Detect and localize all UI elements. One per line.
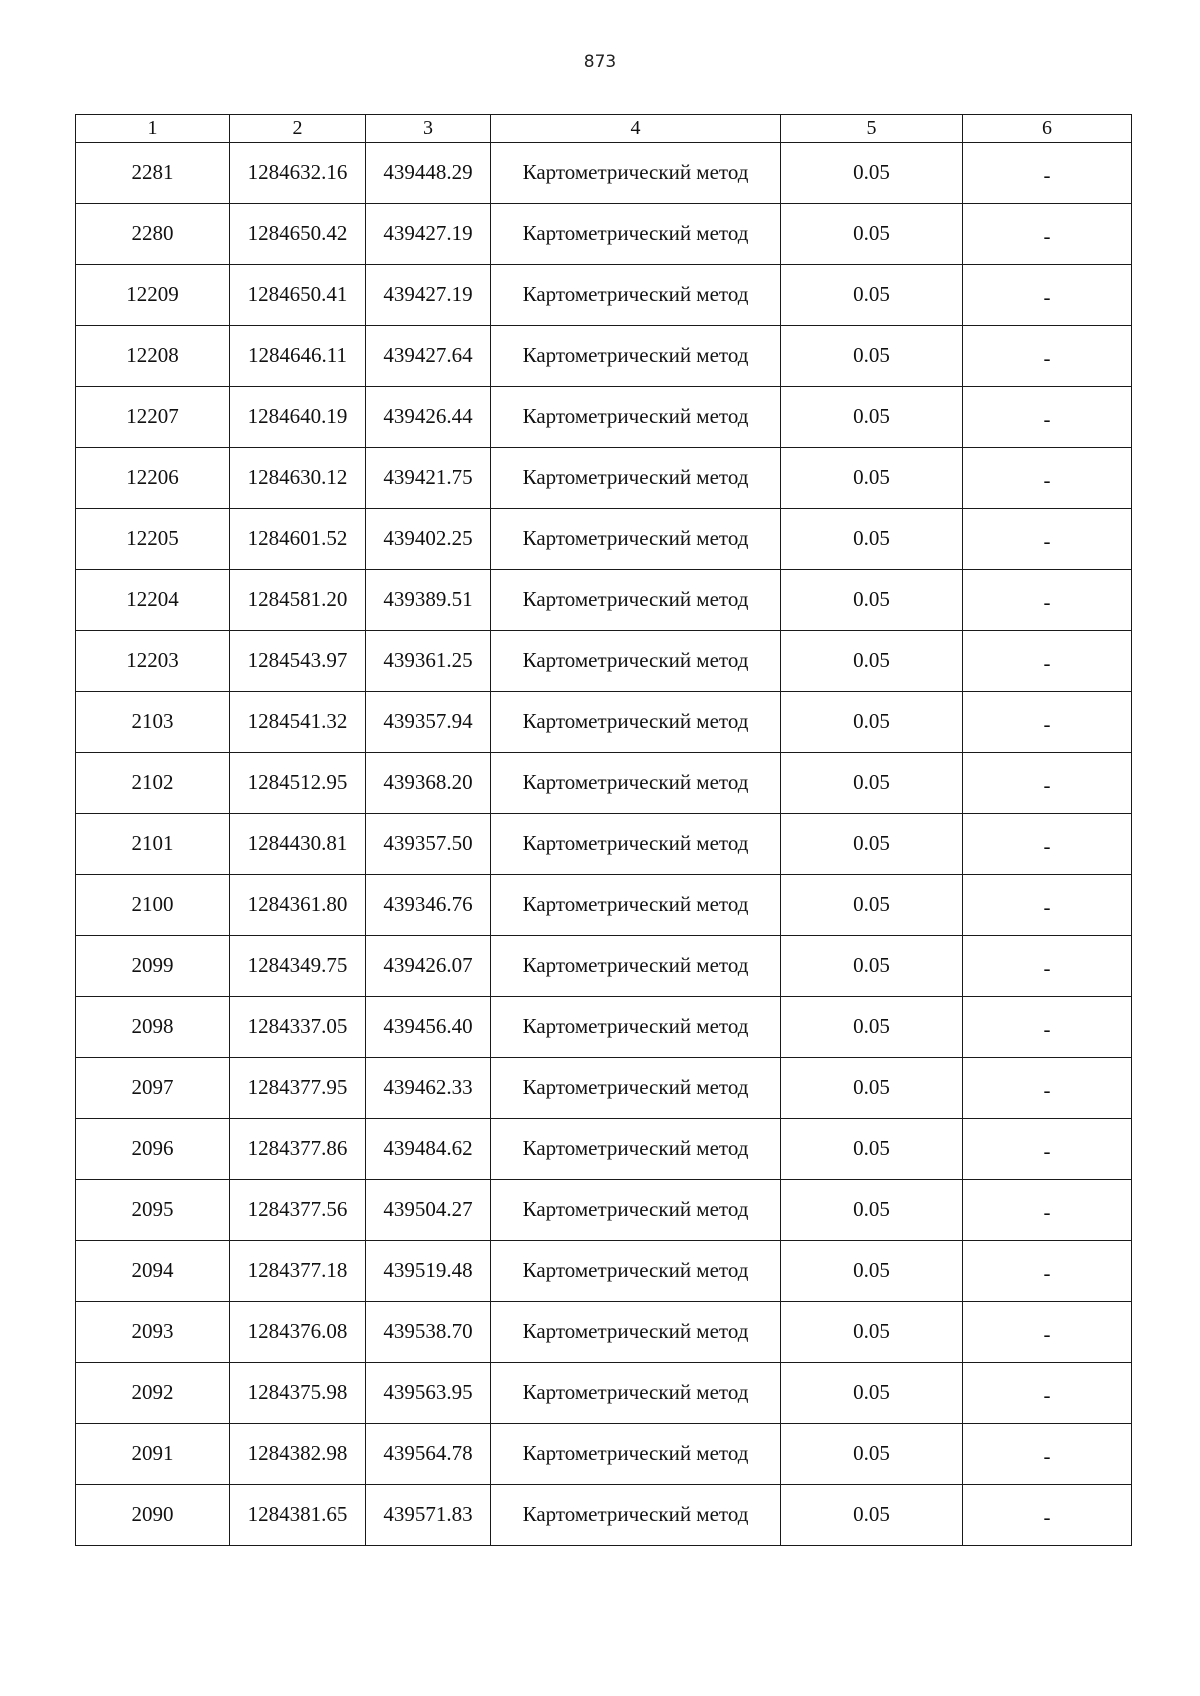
method-cell: Картометрический метод [491,1119,781,1180]
method-cell: Картометрический метод [491,387,781,448]
x-coordinate-cell: 1284601.52 [230,509,366,570]
point-number-cell: 2090 [76,1485,230,1546]
accuracy-cell: 0.05 [781,997,963,1058]
accuracy-cell: 0.05 [781,1485,963,1546]
y-coordinate-cell: 439504.27 [366,1180,491,1241]
point-number-cell: 12209 [76,265,230,326]
accuracy-cell: 0.05 [781,1241,963,1302]
x-coordinate-cell: 1284349.75 [230,936,366,997]
accuracy-cell: 0.05 [781,814,963,875]
description-cell: - [963,875,1132,936]
method-cell: Картометрический метод [491,509,781,570]
y-coordinate-cell: 439456.40 [366,997,491,1058]
column-header-1: 1 [76,115,230,143]
point-number-cell: 2102 [76,753,230,814]
method-cell: Картометрический метод [491,753,781,814]
y-coordinate-cell: 439357.94 [366,692,491,753]
table-row [76,1363,1132,1424]
point-number-cell: 2098 [76,997,230,1058]
method-cell: Картометрический метод [491,1058,781,1119]
y-coordinate-cell: 439427.64 [366,326,491,387]
x-coordinate-cell: 1284377.18 [230,1241,366,1302]
y-coordinate-cell: 439368.20 [366,753,491,814]
description-cell: - [963,326,1132,387]
point-number-cell: 2099 [76,936,230,997]
description-cell: - [963,692,1132,753]
y-coordinate-cell: 439346.76 [366,875,491,936]
table-row [76,143,1132,204]
point-number-cell: 2101 [76,814,230,875]
x-coordinate-cell: 1284376.08 [230,1302,366,1363]
x-coordinate-cell: 1284381.65 [230,1485,366,1546]
description-cell: - [963,143,1132,204]
description-cell: - [963,387,1132,448]
description-cell: - [963,814,1132,875]
method-cell: Картометрический метод [491,143,781,204]
method-cell: Картометрический метод [491,631,781,692]
x-coordinate-cell: 1284377.95 [230,1058,366,1119]
description-cell: - [963,265,1132,326]
point-number-cell: 12208 [76,326,230,387]
y-coordinate-cell: 439538.70 [366,1302,491,1363]
x-coordinate-cell: 1284382.98 [230,1424,366,1485]
table-row [76,936,1132,997]
table-row [76,387,1132,448]
method-cell: Картометрический метод [491,1363,781,1424]
table-row [76,1424,1132,1485]
accuracy-cell: 0.05 [781,753,963,814]
accuracy-cell: 0.05 [781,1119,963,1180]
y-coordinate-cell: 439427.19 [366,265,491,326]
method-cell: Картометрический метод [491,1180,781,1241]
method-cell: Картометрический метод [491,692,781,753]
description-cell: - [963,997,1132,1058]
column-header-2: 2 [230,115,366,143]
x-coordinate-cell: 1284377.56 [230,1180,366,1241]
x-coordinate-cell: 1284650.41 [230,265,366,326]
accuracy-cell: 0.05 [781,1302,963,1363]
point-number-cell: 2103 [76,692,230,753]
accuracy-cell: 0.05 [781,875,963,936]
description-cell: - [963,570,1132,631]
accuracy-cell: 0.05 [781,143,963,204]
page-number: 873 [583,52,617,72]
y-coordinate-cell: 439484.62 [366,1119,491,1180]
point-number-cell: 2091 [76,1424,230,1485]
header-row [76,115,1132,143]
accuracy-cell: 0.05 [781,1363,963,1424]
description-cell: - [963,753,1132,814]
table-row [76,1485,1132,1546]
point-number-cell: 2100 [76,875,230,936]
column-header-3: 3 [366,115,491,143]
accuracy-cell: 0.05 [781,387,963,448]
accuracy-cell: 0.05 [781,509,963,570]
y-coordinate-cell: 439519.48 [366,1241,491,1302]
point-number-cell: 2093 [76,1302,230,1363]
description-cell: - [963,1363,1132,1424]
description-cell: - [963,1241,1132,1302]
accuracy-cell: 0.05 [781,1424,963,1485]
x-coordinate-cell: 1284337.05 [230,997,366,1058]
table-row [76,1241,1132,1302]
method-cell: Картометрический метод [491,936,781,997]
x-coordinate-cell: 1284361.80 [230,875,366,936]
x-coordinate-cell: 1284581.20 [230,570,366,631]
method-cell: Картометрический метод [491,570,781,631]
description-cell: - [963,1485,1132,1546]
table-row [76,1302,1132,1363]
y-coordinate-cell: 439564.78 [366,1424,491,1485]
column-header-6: 6 [963,115,1132,143]
table-row [76,1058,1132,1119]
x-coordinate-cell: 1284541.32 [230,692,366,753]
x-coordinate-cell: 1284512.95 [230,753,366,814]
description-cell: - [963,204,1132,265]
point-number-cell: 2280 [76,204,230,265]
x-coordinate-cell: 1284646.11 [230,326,366,387]
method-cell: Картометрический метод [491,1241,781,1302]
point-number-cell: 12205 [76,509,230,570]
table-header [76,115,1132,143]
method-cell: Картометрический метод [491,448,781,509]
table-row [76,814,1132,875]
point-number-cell: 12207 [76,387,230,448]
coordinates-table-container [75,114,1131,1546]
description-cell: - [963,631,1132,692]
accuracy-cell: 0.05 [781,692,963,753]
point-number-cell: 12206 [76,448,230,509]
x-coordinate-cell: 1284640.19 [230,387,366,448]
x-coordinate-cell: 1284650.42 [230,204,366,265]
accuracy-cell: 0.05 [781,204,963,265]
y-coordinate-cell: 439426.44 [366,387,491,448]
y-coordinate-cell: 439427.19 [366,204,491,265]
column-header-4: 4 [491,115,781,143]
table-row [76,1119,1132,1180]
table-row [76,1180,1132,1241]
x-coordinate-cell: 1284543.97 [230,631,366,692]
table-row [76,997,1132,1058]
table-row [76,570,1132,631]
point-number-cell: 2092 [76,1363,230,1424]
table-row [76,204,1132,265]
y-coordinate-cell: 439357.50 [366,814,491,875]
accuracy-cell: 0.05 [781,570,963,631]
description-cell: - [963,448,1132,509]
table-row [76,753,1132,814]
description-cell: - [963,936,1132,997]
y-coordinate-cell: 439389.51 [366,570,491,631]
y-coordinate-cell: 439462.33 [366,1058,491,1119]
point-number-cell: 2097 [76,1058,230,1119]
table-row [76,692,1132,753]
accuracy-cell: 0.05 [781,326,963,387]
method-cell: Картометрический метод [491,1485,781,1546]
accuracy-cell: 0.05 [781,1058,963,1119]
table-row [76,631,1132,692]
table-row [76,875,1132,936]
point-number-cell: 2281 [76,143,230,204]
method-cell: Картометрический метод [491,814,781,875]
coordinates-table [75,114,1132,1546]
y-coordinate-cell: 439402.25 [366,509,491,570]
y-coordinate-cell: 439571.83 [366,1485,491,1546]
point-number-cell: 2096 [76,1119,230,1180]
table-row [76,509,1132,570]
accuracy-cell: 0.05 [781,631,963,692]
y-coordinate-cell: 439563.95 [366,1363,491,1424]
description-cell: - [963,509,1132,570]
method-cell: Картометрический метод [491,265,781,326]
description-cell: - [963,1180,1132,1241]
description-cell: - [963,1424,1132,1485]
table-row [76,326,1132,387]
accuracy-cell: 0.05 [781,448,963,509]
y-coordinate-cell: 439421.75 [366,448,491,509]
x-coordinate-cell: 1284632.16 [230,143,366,204]
point-number-cell: 2095 [76,1180,230,1241]
method-cell: Картометрический метод [491,1424,781,1485]
point-number-cell: 12204 [76,570,230,631]
table-row [76,448,1132,509]
point-number-cell: 2094 [76,1241,230,1302]
table-body [76,143,1132,1546]
y-coordinate-cell: 439426.07 [366,936,491,997]
accuracy-cell: 0.05 [781,265,963,326]
x-coordinate-cell: 1284375.98 [230,1363,366,1424]
column-header-5: 5 [781,115,963,143]
method-cell: Картометрический метод [491,204,781,265]
description-cell: - [963,1119,1132,1180]
table-row [76,265,1132,326]
y-coordinate-cell: 439448.29 [366,143,491,204]
description-cell: - [963,1302,1132,1363]
point-number-cell: 12203 [76,631,230,692]
x-coordinate-cell: 1284430.81 [230,814,366,875]
method-cell: Картометрический метод [491,997,781,1058]
y-coordinate-cell: 439361.25 [366,631,491,692]
method-cell: Картометрический метод [491,875,781,936]
method-cell: Картометрический метод [491,326,781,387]
x-coordinate-cell: 1284630.12 [230,448,366,509]
x-coordinate-cell: 1284377.86 [230,1119,366,1180]
accuracy-cell: 0.05 [781,936,963,997]
accuracy-cell: 0.05 [781,1180,963,1241]
method-cell: Картометрический метод [491,1302,781,1363]
description-cell: - [963,1058,1132,1119]
